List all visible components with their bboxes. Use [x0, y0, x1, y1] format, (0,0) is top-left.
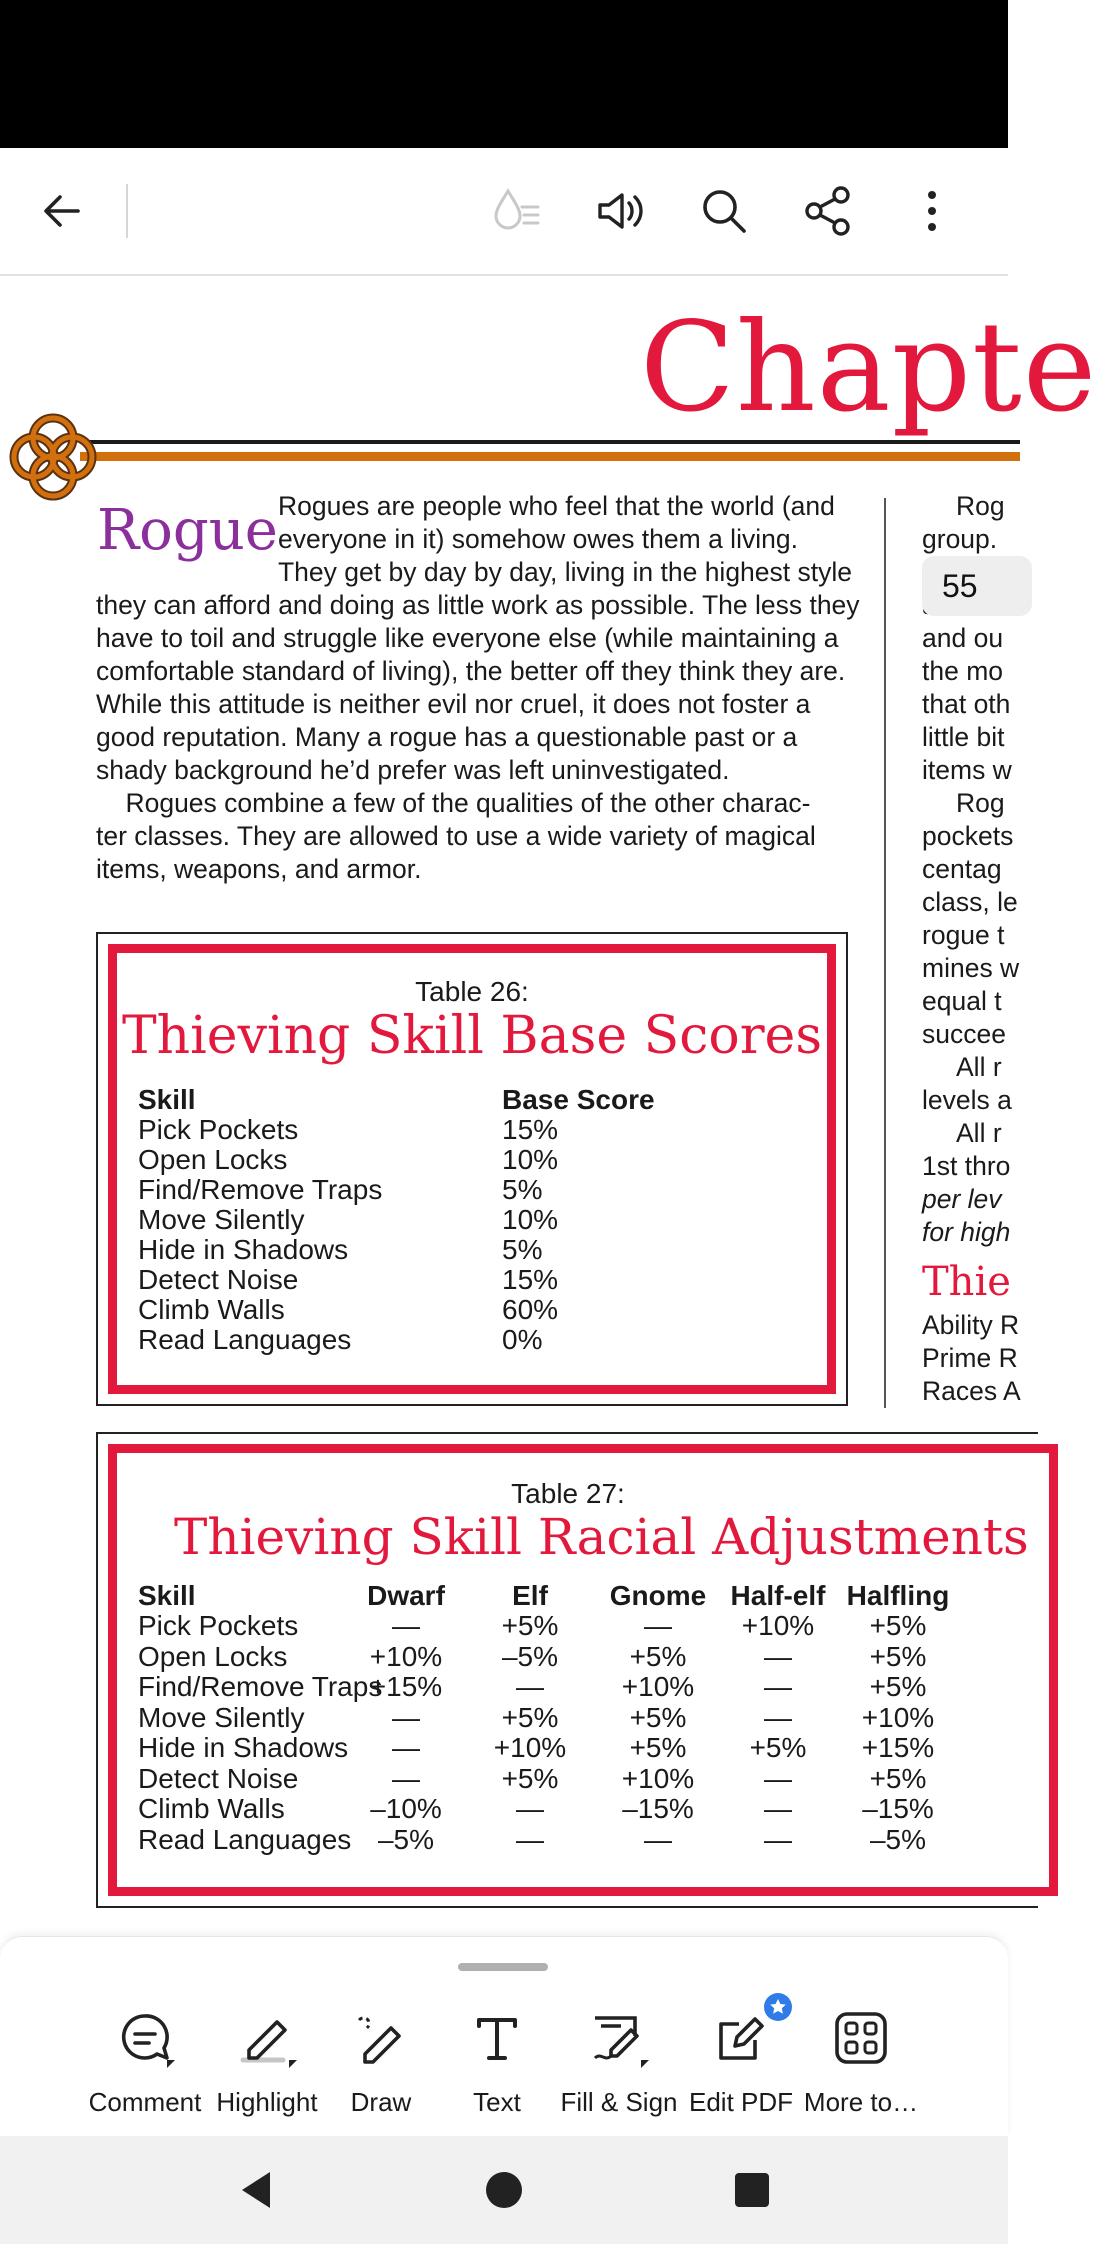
table-27-value: — [392, 1610, 420, 1641]
table-26-skill: Climb Walls [138, 1294, 285, 1325]
right-line-italic: for high [922, 1217, 1011, 1247]
table-26-skill: Open Locks [138, 1144, 288, 1175]
section-heading-rogue: Rogue [97, 498, 278, 563]
table-26-skill: Move Silently [138, 1204, 305, 1235]
table-27-value: +15% [369, 1671, 443, 1702]
table-27-value: +5% [869, 1610, 927, 1641]
table-27-value: +5% [629, 1640, 687, 1672]
right-line: that oth [922, 689, 1011, 719]
table-27-value: — [516, 1671, 544, 1702]
table-27-value: +10% [621, 1671, 695, 1702]
table-27-value: –10% [370, 1793, 442, 1824]
table-27-skill: Detect Noise [138, 1762, 299, 1794]
table-26-score: 10% [502, 1204, 559, 1235]
rogue-body-text [96, 490, 860, 886]
table-26-score: 15% [502, 1264, 559, 1295]
table-27-value: — [392, 1762, 420, 1794]
table-26-title: Thieving Skill Base Scores [121, 1006, 823, 1066]
right-line: pockets [922, 821, 1014, 851]
table-27-value: +15% [861, 1732, 935, 1763]
body-line: they can afford and doing as little work as possible. The less they [96, 590, 860, 620]
table-27-value: — [392, 1732, 420, 1763]
right-line: succee [922, 1019, 1006, 1049]
table-26-skill: Pick Pockets [138, 1114, 299, 1145]
table-26-score: 60% [502, 1294, 559, 1325]
table-27-value: — [516, 1823, 544, 1855]
read-aloud-icon[interactable] [584, 175, 656, 247]
table-27-value: –5% [869, 1823, 927, 1855]
table-26-score: 10% [502, 1144, 559, 1175]
right-line-italic: per lev [922, 1184, 1002, 1214]
more-tools-icon [826, 2003, 896, 2073]
table-26-header-score: Base Score [502, 1084, 655, 1115]
table-27-value: +5% [629, 1701, 687, 1733]
table-27-value: — [764, 1762, 792, 1794]
appbar-divider [126, 184, 128, 238]
body-line: They get by day by day, living in the highest style [278, 557, 852, 587]
table-27-value: +10% [369, 1640, 443, 1672]
table-27-value: +5% [749, 1732, 807, 1763]
table-26-score: 15% [502, 1114, 559, 1145]
back-arrow-icon[interactable] [26, 175, 98, 247]
app-bar [0, 148, 1008, 276]
body-line: comfortable standard of living), the better off they think they are. [96, 656, 846, 686]
table-27 [96, 1432, 1038, 1908]
table-27-value: — [764, 1823, 792, 1855]
table-27-value: — [516, 1793, 544, 1824]
nav-recents-icon[interactable] [720, 2158, 784, 2222]
table-27-value: +10% [861, 1701, 935, 1733]
table-27-skill: Pick Pockets [138, 1610, 299, 1641]
header-rule-black [80, 440, 1020, 444]
table-27-value: — [764, 1640, 792, 1672]
right-line: items w [922, 755, 1012, 785]
tool-label: Highlight [216, 2087, 318, 2117]
table-26-header-skill: Skill [138, 1084, 196, 1115]
system-nav-bar [0, 2136, 1008, 2244]
right-line: All r [956, 1052, 1002, 1082]
draw-icon [346, 2003, 416, 2073]
new-feature-star-icon [764, 1993, 792, 2021]
table-27-skill: Move Silently [138, 1701, 305, 1733]
table-27-skill: Open Locks [138, 1640, 288, 1672]
table-27-skill: Find/Remove Traps [138, 1671, 383, 1702]
body-line: shady background he’d prefer was left uninvestigated. [96, 755, 730, 785]
nav-back-icon[interactable] [224, 2158, 288, 2222]
table-27-skill: Read Languages [138, 1823, 352, 1855]
table-27-value: +5% [869, 1671, 927, 1702]
tool-label: More to… [803, 2087, 919, 2117]
table-27-value: — [764, 1701, 792, 1733]
body-line: have to toil and struggle like everyone else (while maintaining a [96, 623, 839, 653]
table-27-value: –15% [622, 1793, 694, 1824]
table-27-title: Thieving Skill Racial Adjustments [174, 1508, 1029, 1566]
tool-label: Fill & Sign [560, 2087, 678, 2117]
more-vert-icon[interactable] [896, 175, 968, 247]
table-27-header: Half-elf [730, 1580, 826, 1611]
right-line: Rog [956, 788, 1005, 818]
table-26 [96, 932, 848, 1406]
table-27-value: +10% [493, 1732, 567, 1763]
body-line: Rogues combine a few of the qualities of the other charac- [96, 788, 811, 818]
table-27-value: — [764, 1671, 792, 1702]
liquid-mode-icon[interactable] [480, 175, 552, 247]
table-27-skill: Climb Walls [138, 1793, 285, 1824]
share-icon[interactable] [792, 175, 864, 247]
table-27-header: Skill [138, 1580, 196, 1611]
right-line: and ou [922, 623, 1004, 653]
table-27-value: +10% [621, 1762, 695, 1794]
table-27-value: –5% [501, 1640, 559, 1672]
right-line: Prime R [922, 1343, 1018, 1373]
table-27-header: Gnome [609, 1580, 707, 1611]
tool-label: Text [473, 2087, 521, 2117]
body-line: Rogues are people who feel that the world (and [278, 491, 835, 521]
table-27-value: +5% [869, 1640, 927, 1672]
right-line: centag [922, 854, 1002, 884]
body-line: everyone in it) somehow owes them a living. [278, 524, 798, 554]
table-26-score: 5% [502, 1234, 543, 1265]
page-number-badge[interactable]: 55 [922, 556, 1032, 616]
column-divider [884, 498, 886, 1408]
table-27-value: — [764, 1793, 792, 1824]
more-tools-button[interactable] [800, 2003, 922, 2123]
table-26-skill: Hide in Shadows [138, 1234, 349, 1265]
right-line: little bit [922, 722, 1005, 752]
table-27-value: –15% [862, 1793, 934, 1824]
right-line: equal t [922, 986, 1002, 1016]
table-27-value: +5% [869, 1762, 927, 1794]
fill-sign-icon [584, 2003, 654, 2073]
right-line: levels a [922, 1085, 1012, 1115]
tool-label: Edit PDF [688, 2087, 794, 2117]
table-27-header: Halfling [846, 1580, 950, 1611]
table-26-caption: Table 26: [415, 976, 529, 1007]
body-line: While this attitude is neither evil nor cruel, it does not foster a [96, 689, 811, 719]
table-26-skill: Read Languages [138, 1324, 352, 1355]
status-bar [0, 0, 1008, 148]
tools-sheet [0, 1936, 1008, 2137]
table-27-value: +10% [741, 1610, 815, 1641]
table-27-header: Dwarf [367, 1580, 445, 1611]
table-27-value: — [392, 1701, 420, 1733]
text-icon [462, 2003, 532, 2073]
comment-icon [110, 2003, 180, 2073]
body-line: ter classes. They are allowed to use a wide variety of magical [96, 821, 816, 851]
table-27-skill: Hide in Shadows [138, 1732, 349, 1763]
table-27-value: — [644, 1823, 672, 1855]
tool-label: Comment [88, 2087, 202, 2117]
table-27-caption: Table 27: [511, 1478, 625, 1509]
right-line: the mo [922, 656, 1004, 686]
table-27-value: +5% [501, 1762, 559, 1794]
right-line: mines w [922, 953, 1020, 983]
highlight-icon [232, 2003, 302, 2073]
table-27-value: +5% [501, 1701, 559, 1733]
body-line: items, weapons, and armor. [96, 854, 422, 884]
table-27-value: — [644, 1610, 672, 1641]
right-line: Rog [956, 491, 1005, 521]
table-27-value: +5% [629, 1732, 687, 1763]
right-col-heading: Thie [922, 1259, 1011, 1305]
header-rule-orange [80, 452, 1020, 461]
table-27-header: Elf [512, 1580, 548, 1611]
table-26-skill: Detect Noise [138, 1264, 299, 1295]
nav-home-icon[interactable] [472, 2158, 536, 2222]
sheet-drag-handle[interactable] [458, 1963, 548, 1971]
search-icon[interactable] [688, 175, 760, 247]
celtic-knot-icon [0, 404, 106, 510]
right-line: group. [922, 524, 998, 554]
table-26-score: 0% [502, 1324, 543, 1355]
right-line: Ability R [922, 1310, 1020, 1340]
body-line: good reputation. Many a rogue has a questionable past or a [96, 722, 798, 752]
table-26-score: 5% [502, 1174, 543, 1205]
pdf-page[interactable] [0, 276, 1097, 1936]
chapter-title: Chapte [640, 296, 1097, 440]
right-line: class, le [922, 887, 1018, 917]
table-27-value: –5% [377, 1823, 435, 1855]
table-27-value: +5% [501, 1610, 559, 1641]
table-26-skill: Find/Remove Traps [138, 1174, 383, 1205]
right-line: Races A [922, 1376, 1021, 1406]
right-line: rogue t [922, 920, 1005, 950]
right-line: 1st thro [922, 1151, 1011, 1181]
right-column-text [922, 490, 1042, 1408]
right-line: All r [956, 1118, 1002, 1148]
tool-label: Draw [350, 2087, 412, 2117]
